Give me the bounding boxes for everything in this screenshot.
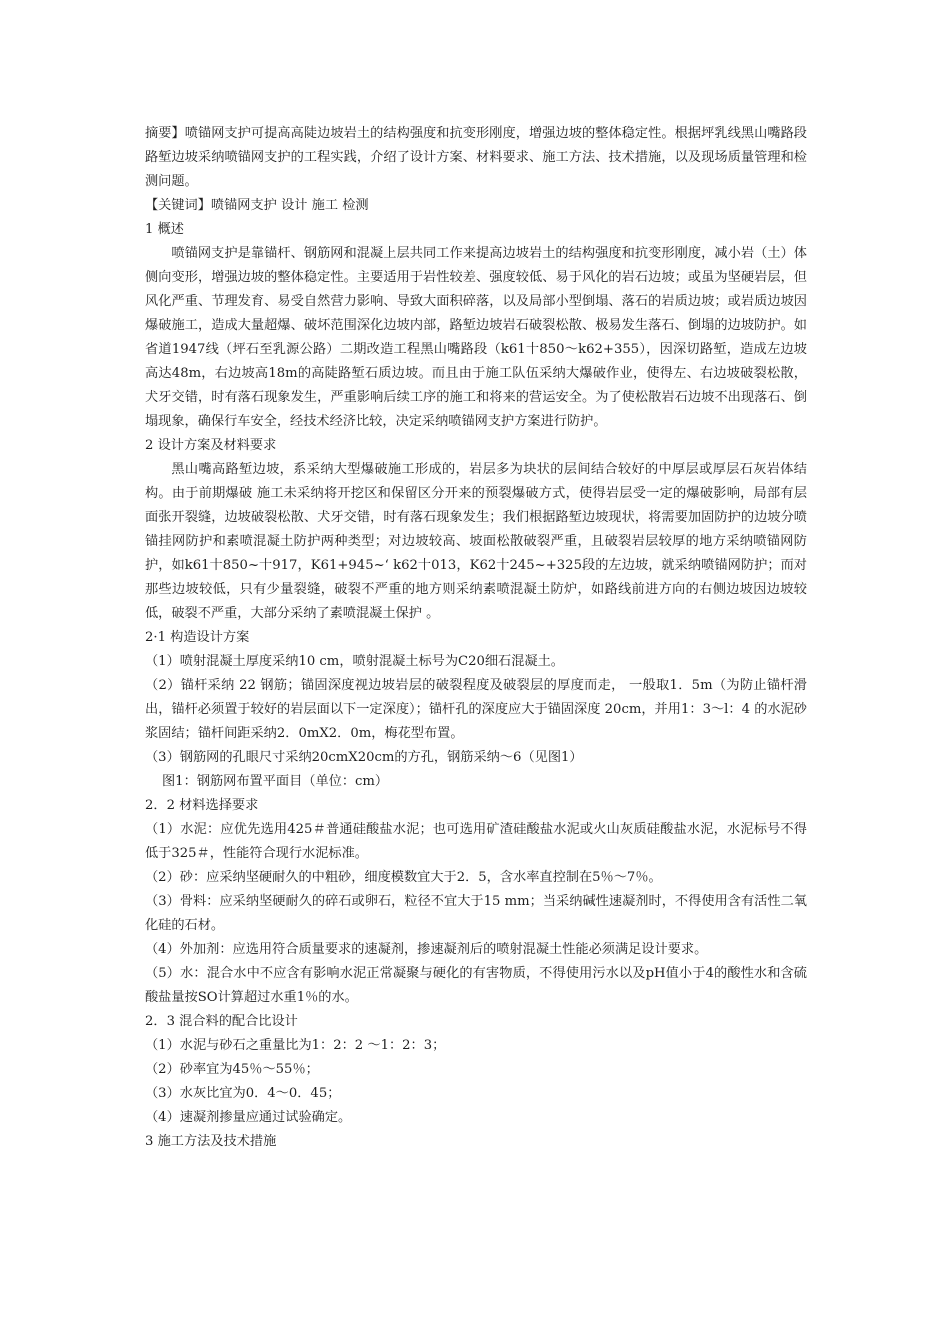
materials-item-5: （5）水：混合水中不应含有影响水泥正常凝聚与硬化的有害物质，不得使用污水以及pH值小于4的酸性水和含硫酸盐量按SO计算超过水重1％的水。	[145, 966, 807, 1005]
materials-item-2: （2）砂：应采纳坚硬耐久的中粗砂，细度模数宜大于2．5，含水率直控制在5％～7％。	[145, 870, 662, 885]
subsection-heading-structure: 2·1 构造设计方案	[145, 630, 250, 645]
abstract-paragraph: 摘要】喷锚网支护可提高高陡边坡岩土的结构强度和抗变形刚度，增强边坡的整体稳定性。根据坪乳线黑山嘴路段路堑边坡采纳喷锚网支护的工程实践，介绍了设计方案、材料要求、施工方法、技术措施，以及现场质量管理和检测问题。	[145, 126, 807, 189]
section-heading-construction: 3 施工方法及技术措施	[145, 1134, 277, 1149]
section-heading-design: 2 设计方案及材料要求	[145, 438, 277, 453]
structure-item-2: （2）锚杆采纳 22 钢筋；锚固深度视边坡岩层的破裂程度及破裂层的厚度而走， 一般取1．5m（为防止锚杆滑出，锚杆必须置于较好的岩层面以下一定深度）；锚杆孔的深度应大于锚固深度 20cm，并用1：3～l：4 的水泥砂浆固结；锚杆间距采纳2．0mX2．0m，梅花型布置。	[145, 678, 807, 741]
subsection-heading-materials: 2．2 材料选择要求	[145, 798, 259, 813]
keywords-line: 【关键词】喷锚网支护 设计 施工 检测	[145, 198, 369, 213]
mix-item-2: （2）砂率宜为45％～55％；	[145, 1062, 319, 1077]
subsection-heading-mix: 2．3 混合料的配合比设计	[145, 1014, 298, 1029]
overview-paragraph: 喷锚网支护是靠锚杆、钢筋网和混凝上层共同工作来提高边坡岩土的结构强度和抗变形刚度，减小岩（土）体侧向变形，增强边坡的整体稳定性。主要适用于岩性较差、强度较低、易于风化的岩石边坡；或虽为坚硬岩层，但风化严重、节理发育、易受自然营力影响、导致大面积碎落，以及局部小型倒塌、落石的岩质边坡；或岩质边坡因爆破施工，造成大量超爆、破坏范围深化边坡内部，路堑边坡岩石破裂松散、极易发生落石、倒塌的边坡防护。如省道1947线（坪石至乳源公路）二期改造工程黑山嘴路段（k61十850～k62+355），因深切路堑，造成左边坡高达48m，右边坡高18m的高陡路堑石质边坡。而且由于施工队伍采纳大爆破作业，使得左、右边坡破裂松散，犬牙交错，时有落石现象发生，严重影响后续工序的施工和将来的营运安全。为了使松散岩石边坡不出现落石、倒塌现象，确保行车安全，经技术经济比较，决定采纳喷锚网支护方案进行防护。	[145, 246, 807, 429]
structure-item-3: （3）钢筋网的孔眼尺寸采纳20cmX20cm的方孔，钢筋采纳～6（见图1）	[145, 750, 583, 765]
section-heading-overview: 1 概述	[145, 222, 184, 237]
document-body	[145, 122, 807, 1154]
materials-item-4: （4）外加剂：应选用符合质量要求的速凝剂，掺速凝剂后的喷射混凝土性能必须满足设计要求。	[145, 942, 708, 957]
mix-item-4: （4）速凝剂掺量应通过试验确定。	[145, 1110, 352, 1125]
mix-item-1: （1）水泥与砂石之重量比为1：2：2 ～1：2：3；	[145, 1038, 446, 1053]
mix-item-3: （3）水灰比宜为0．4～0．45；	[145, 1086, 341, 1101]
design-paragraph: 黑山嘴高路堑边坡，系采纳大型爆破施工形成的，岩层多为块状的层间结合较好的中厚层或厚层石灰岩体结构。由于前期爆破 施工未采纳将开挖区和保留区分开来的预裂爆破方式，使得岩层受一定的爆破影响，局部有层面张开裂缝，边坡破裂松散、犬牙交错，时有落石现象发生；我们根据路堑边坡现状，将需要加固防护的边坡分喷锚挂网防护和素喷混凝土防护两种类型；对边坡较高、坡面松散破裂严重，且破裂岩层较厚的地方采纳喷锚网防护，如k61十850~十917，K61+945~‘ k62十013，K62十245~+325段的左边坡，就采纳喷锚网防护；而对那些边坡较低，只有少量裂缝，破裂不严重的地方则采纳素喷混凝土防炉，如路线前进方向的右侧边坡因边坡较低，破裂不严重，大部分采纳了素喷混凝土保护 。	[145, 462, 807, 621]
materials-item-3: （3）骨料：应采纳坚硬耐久的碎石或卵石，粒径不宜大于15 mm；当采纳碱性速凝剂时，不得使用含有活性二氧化硅的石材。	[145, 894, 807, 933]
materials-item-1: （1）水泥：应优先选用425＃普通硅酸盐水泥；也可选用矿渣硅酸盐水泥或火山灰质硅酸盐水泥，水泥标号不得低于325＃，性能符合现行水泥标准。	[145, 822, 807, 861]
structure-item-1: （1）喷射混凝土厚度采纳10 cm，喷射混凝土标号为C20细石混凝土。	[145, 654, 564, 669]
figure-caption: 图1：钢筋网布置平面目（单位：cm）	[162, 774, 389, 789]
